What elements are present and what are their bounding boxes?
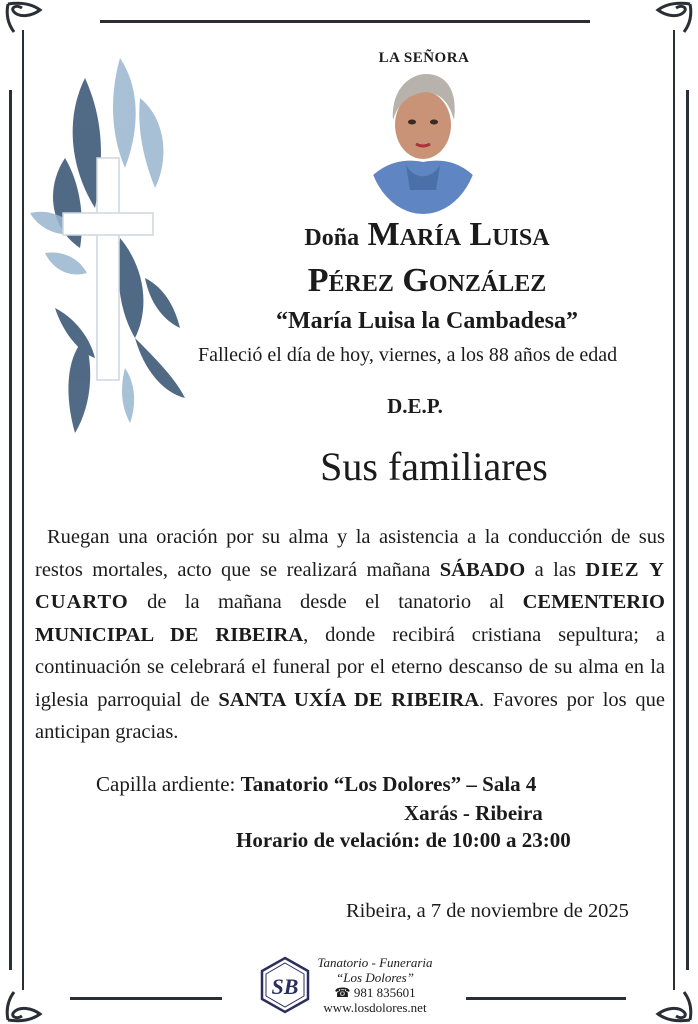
corner-ornament-top-right xyxy=(640,0,696,40)
date-line: Ribeira, a 7 de noviembre de 2025 xyxy=(346,900,629,922)
announcement-time: DIEZ Y CUARTO xyxy=(35,558,665,613)
frame-left-line xyxy=(9,90,12,970)
announcement-text-4: , donde recibirá cristiana sepultura; a continuación se celebrará el funeral por el eterno descanso de su alma en la iglesia parroquial de xyxy=(35,623,665,711)
corner-ornament-bottom-left xyxy=(2,984,58,1024)
chapel-venue: Tanatorio “Los Dolores” – Sala 4 xyxy=(240,772,537,796)
death-note: Falleció el día de hoy, viernes, a los 88 años de edad xyxy=(198,344,618,366)
footer-phone xyxy=(300,985,450,1000)
logo-letters: SB xyxy=(271,974,299,999)
deceased-name-line1 xyxy=(140,216,698,254)
announcement-text-5: . Favores por los que anticipan gracias. xyxy=(35,688,665,743)
chapel-line xyxy=(96,772,536,797)
name-first: María Luisa xyxy=(367,216,550,253)
dep-text: D.E.P. xyxy=(387,394,443,418)
frame-bottom-line xyxy=(70,997,222,1000)
chapel-hours: Horario de velación: de 10:00 a 23:00 xyxy=(236,828,571,852)
announcement-cemetery: CEMENTERIO MUNICIPAL DE RIBEIRA xyxy=(35,591,665,646)
footer-info xyxy=(300,955,450,1015)
family-heading: Sus familiares xyxy=(320,444,548,489)
frame-top-line xyxy=(100,20,590,23)
announcement-text-3: de la mañana desde el tanatorio al xyxy=(128,591,523,613)
announcement-paragraph xyxy=(35,521,665,749)
frame-bottom-line-right xyxy=(466,997,626,1000)
footer-website[interactable]: www.losdolores.net xyxy=(323,1000,427,1015)
portrait-photo xyxy=(366,70,480,215)
frame-left-inner-line xyxy=(22,30,24,990)
deceased-name-line2: Pérez González xyxy=(307,262,547,299)
footer-name-line1: Tanatorio - Funeraria xyxy=(317,955,433,970)
announcement-text-1: Ruegan una oración por su alma y la asistencia a la conducción de sus restos mortales, acto que se realizará mañana xyxy=(35,526,665,581)
header-title: LA SEÑORA xyxy=(378,50,470,66)
chapel-location: Xarás - Ribeira xyxy=(404,801,543,825)
honorific: Doña xyxy=(304,225,360,251)
announcement-church: SANTA UXÍA DE RIBEIRA xyxy=(218,688,480,711)
phone-icon: ☎ xyxy=(334,985,351,1000)
corner-ornament-bottom-right xyxy=(640,984,696,1024)
nickname: “María Luisa la Cambadesa” xyxy=(275,308,578,334)
corner-ornament-top-left xyxy=(2,0,58,40)
frame-right-inner-line xyxy=(673,30,675,990)
announcement-day: SÁBADO xyxy=(439,558,526,581)
announcement-text-2: a las xyxy=(525,558,586,581)
chapel-label: Capilla ardiente: xyxy=(96,772,241,796)
footer-name-line2: “Los Dolores” xyxy=(336,970,414,985)
phone-number: 981 835601 xyxy=(353,985,416,1000)
